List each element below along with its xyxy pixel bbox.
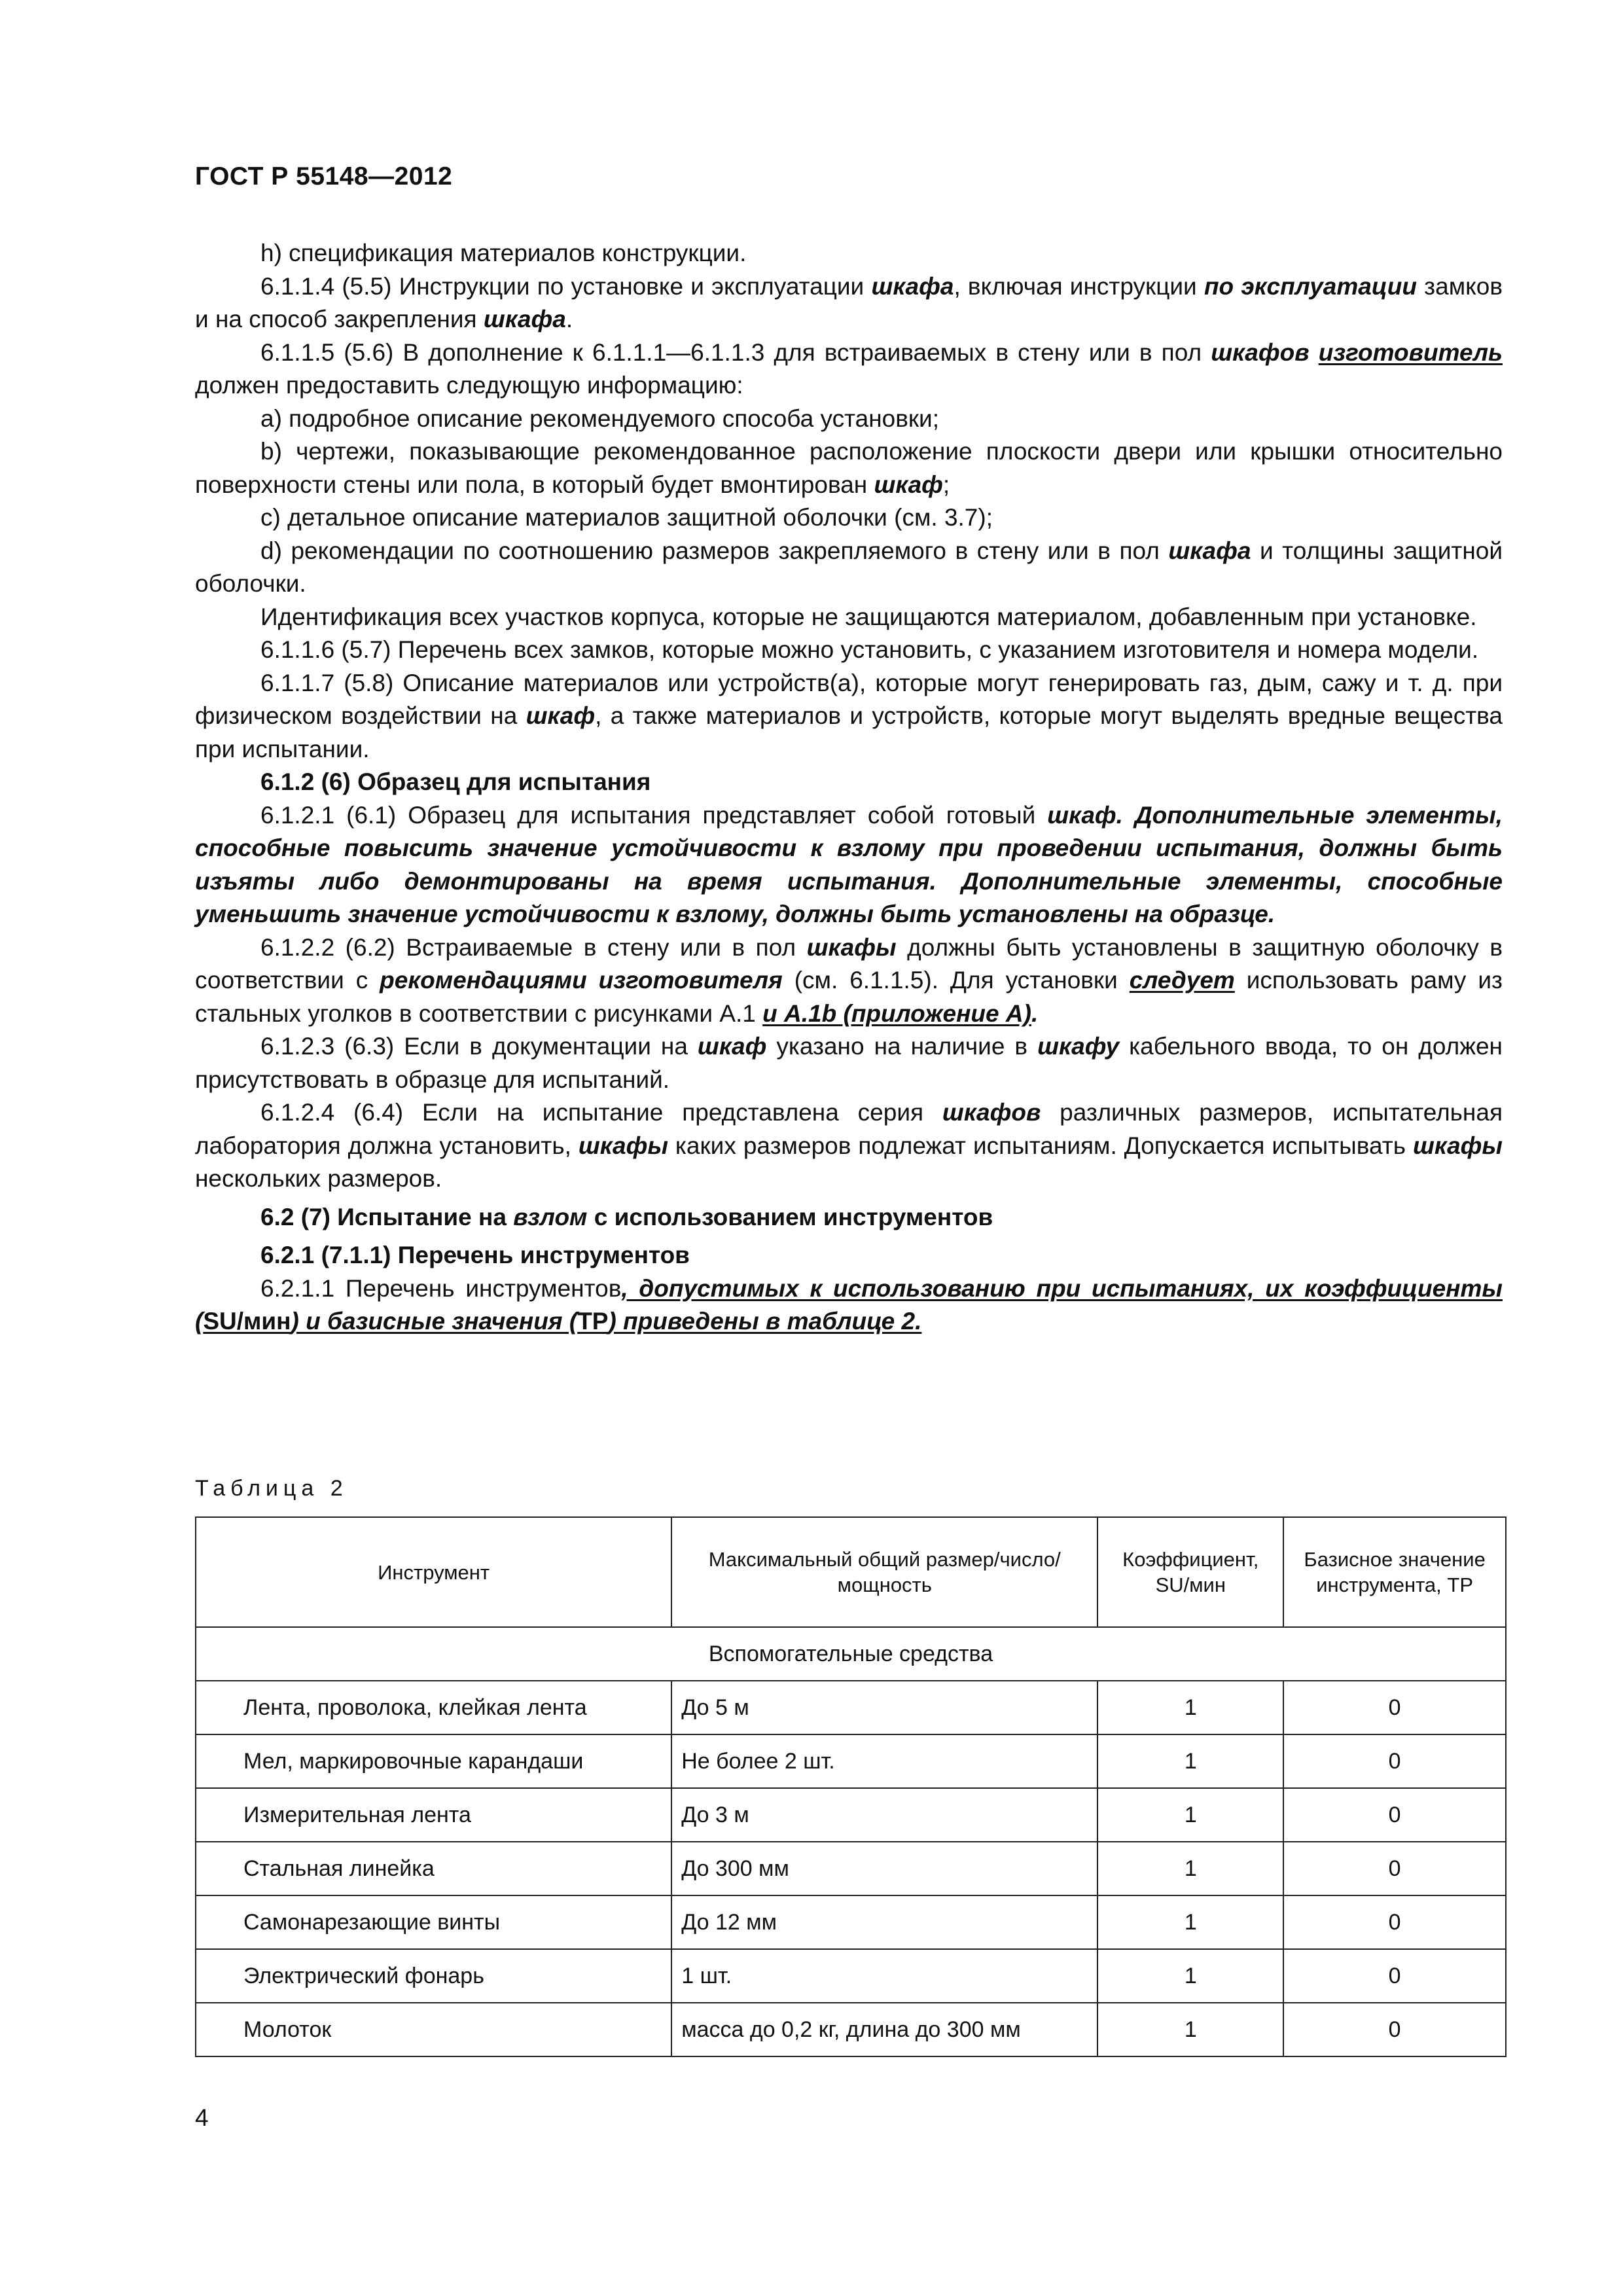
cell-size: До 300 мм bbox=[671, 1842, 1097, 1895]
paragraph-6-1-1-7: 6.1.1.7 (5.8) Описание материалов или устройств(а), которые могут генерировать газ, дым, сажу и т. д. при физическом воздействии на шкаф, а также материалов и устройств, которые могут выделять вредные вещества при испытании. bbox=[195, 669, 1503, 762]
cell-base-value: 0 bbox=[1283, 1681, 1506, 1734]
table-row bbox=[196, 1788, 1506, 1842]
cell-base-value: 0 bbox=[1283, 1788, 1506, 1842]
section-heading-6-1-2: 6.1.2 (6) Образец для испытания bbox=[260, 768, 651, 795]
document-header: ГОСТ Р 55148—2012 bbox=[195, 162, 453, 190]
paragraph-6-2-1-1: 6.2.1.1 Перечень инструментов, допустимых к использованию при испытаниях, их коэффициенты (SU/мин) и базисные значения (TP) приведены в таблице 2. bbox=[195, 1274, 1503, 1335]
table-row bbox=[196, 1681, 1506, 1734]
paragraph-6-1-2-3: 6.1.2.3 (6.3) Если в документации на шкаф указано на наличие в шкафу кабельного ввода, то он должен присутствовать в образце для испытаний. bbox=[195, 1033, 1503, 1093]
list-item-c: c) детальное описание материалов защитной оболочки (см. 3.7); bbox=[260, 504, 993, 531]
document-body bbox=[195, 237, 1503, 1338]
cell-tool: Мел, маркировочные карандаши bbox=[196, 1734, 671, 1788]
cell-coefficient: 1 bbox=[1097, 2003, 1283, 2056]
paragraph-h-item: h) спецификация материалов конструкции. bbox=[260, 240, 747, 266]
cell-tool: Лента, проволока, клейкая лента bbox=[196, 1681, 671, 1734]
table-caption: Таблица 2 bbox=[195, 1476, 348, 1501]
cell-size: Не более 2 шт. bbox=[671, 1734, 1097, 1788]
cell-tool: Измерительная лента bbox=[196, 1788, 671, 1842]
cell-size: 1 шт. bbox=[671, 1949, 1097, 2003]
cell-size: До 12 мм bbox=[671, 1895, 1097, 1949]
table-header-row bbox=[196, 1517, 1506, 1627]
cell-coefficient: 1 bbox=[1097, 1949, 1283, 2003]
cell-coefficient: 1 bbox=[1097, 1788, 1283, 1842]
group-label: Вспомогательные средства bbox=[196, 1627, 1506, 1681]
paragraph-identification: Идентификация всех участков корпуса, которые не защищаются материалом, добавленным при установке. bbox=[260, 603, 1477, 630]
cell-base-value: 0 bbox=[1283, 1734, 1506, 1788]
paragraph-6-1-1-5: 6.1.1.5 (5.6) В дополнение к 6.1.1.1—6.1.1.3 для встраиваемых в стену или в пол шкафов изготовитель должен предоставить следующую информацию: bbox=[195, 338, 1503, 399]
list-item-d: d) рекомендации по соотношению размеров закрепляемого в стену или в пол шкафа и толщины защитной оболочки. bbox=[195, 537, 1503, 597]
section-heading-6-2: 6.2 (7) Испытание на взлом с использованием инструментов bbox=[260, 1203, 993, 1230]
header-max-size: Максимальный общий размер/число/ мощность bbox=[671, 1517, 1097, 1627]
header-base-value: Базисное значение инструмента, TP bbox=[1283, 1517, 1506, 1627]
table-row bbox=[196, 1895, 1506, 1949]
paragraph-6-1-1-6: 6.1.1.6 (5.7) Перечень всех замков, которые можно установить, с указанием изготовителя и номера модели. bbox=[260, 636, 1479, 663]
paragraph-6-1-2-2: 6.1.2.2 (6.2) Встраиваемые в стену или в пол шкафы должны быть установлены в защитную оболочку в соответствии с рекомендациями изготовителя (см. 6.1.1.5). Для установки следует использовать раму из стальных уголков в соответствии с рисунками А.1 и A.1b (приложение А). bbox=[195, 933, 1503, 1027]
cell-size: масса до 0,2 кг, длина до 300 мм bbox=[671, 2003, 1097, 2056]
cell-tool: Молоток bbox=[196, 2003, 671, 2056]
header-coefficient: Коэффициент, SU/мин bbox=[1097, 1517, 1283, 1627]
table-row bbox=[196, 2003, 1506, 2056]
cell-coefficient: 1 bbox=[1097, 1842, 1283, 1895]
cell-base-value: 0 bbox=[1283, 1842, 1506, 1895]
paragraph-6-1-2-1: 6.1.2.1 (6.1) Образец для испытания представляет собой готовый шкаф. Дополнительные элементы, способные повысить значение устойчивости к взлому при проведении испытания, должны быть изъяты либо демонтированы на время испытания. Дополнительные элементы, способные уменьшить значение устойчивости к взлому, должны быть установлены на образце. bbox=[195, 801, 1503, 927]
cell-size: До 3 м bbox=[671, 1788, 1097, 1842]
table-row bbox=[196, 1734, 1506, 1788]
cell-base-value: 0 bbox=[1283, 1949, 1506, 2003]
table-row bbox=[196, 1842, 1506, 1895]
section-heading-6-2-1: 6.2.1 (7.1.1) Перечень инструментов bbox=[260, 1242, 690, 1268]
paragraph-6-1-2-4: 6.1.2.4 (6.4) Если на испытание представлена серия шкафов различных размеров, испытательная лаборатория должна установить, шкафы каких размеров подлежат испытаниям. Допускается испытывать шкафы нескольких размеров. bbox=[195, 1099, 1503, 1192]
cell-coefficient: 1 bbox=[1097, 1895, 1283, 1949]
cell-tool: Электрический фонарь bbox=[196, 1949, 671, 2003]
table-row bbox=[196, 1949, 1506, 2003]
cell-coefficient: 1 bbox=[1097, 1734, 1283, 1788]
cell-coefficient: 1 bbox=[1097, 1681, 1283, 1734]
table-group-row bbox=[196, 1627, 1506, 1681]
header-tool: Инструмент bbox=[196, 1517, 671, 1627]
list-item-a: a) подробное описание рекомендуемого способа установки; bbox=[260, 404, 939, 432]
cell-size: До 5 м bbox=[671, 1681, 1097, 1734]
cell-base-value: 0 bbox=[1283, 2003, 1506, 2056]
cell-tool: Самонарезающие винты bbox=[196, 1895, 671, 1949]
paragraph-6-1-1-4: 6.1.1.4 (5.5) Инструкции по установке и эксплуатации шкафа, включая инструкции по эксплуатации замков и на способ закрепления шкафа. bbox=[195, 272, 1503, 332]
tools-table bbox=[195, 1516, 1507, 2057]
cell-base-value: 0 bbox=[1283, 1895, 1506, 1949]
cell-tool: Стальная линейка bbox=[196, 1842, 671, 1895]
list-item-b: b) чертежи, показывающие рекомендованное расположение плоскости двери или крышки относительно поверхности стены или пола, в который будет вмонтирован шкаф; bbox=[195, 438, 1503, 498]
page-number: 4 bbox=[195, 2104, 209, 2131]
